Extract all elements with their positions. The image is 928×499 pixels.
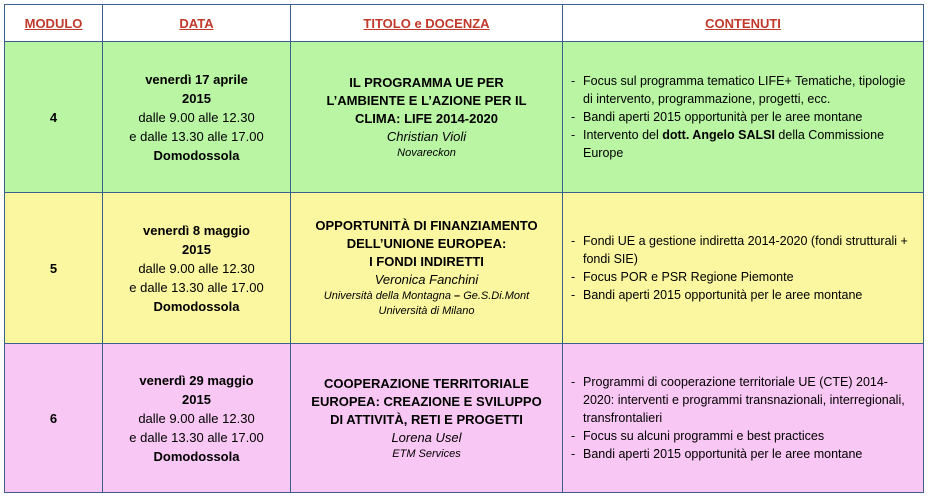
title-line: I FONDI INDIRETTI bbox=[369, 254, 484, 269]
header-data: DATA bbox=[103, 5, 291, 42]
date-day: venerdì 8 maggio bbox=[143, 222, 250, 238]
time-morning: dalle 9.00 alle 12.30 bbox=[138, 109, 255, 125]
title-line: DELL’UNIONE EUROPEA: bbox=[346, 236, 507, 251]
list-item: - Bandi aperti 2015 opportunità per le aree montane bbox=[569, 445, 917, 463]
speaker-name: dott. Angelo SALSI bbox=[662, 128, 775, 142]
teacher-name: Veronica Fanchini bbox=[374, 272, 479, 287]
teacher-affiliation-2: Università di Milano bbox=[378, 305, 475, 317]
title-cell bbox=[291, 344, 563, 493]
header-row bbox=[5, 5, 924, 42]
date-cell bbox=[103, 344, 291, 493]
date-cell bbox=[103, 193, 291, 344]
contents-list bbox=[569, 72, 917, 162]
contents-cell bbox=[563, 193, 924, 344]
module-number: 5 bbox=[5, 193, 103, 344]
title-cell bbox=[291, 42, 563, 193]
list-item: - Fondi UE a gestione indiretta 2014-2020 (fondi strutturali + fondi SIE) bbox=[569, 232, 917, 268]
date-cell bbox=[103, 42, 291, 193]
list-item: - Programmi di cooperazione territoriale UE (CTE) 2014-2020: interventi e programmi transnazionali, interregionali, transfrontalieri bbox=[569, 373, 917, 427]
affiliation-part: Ge.S.Di.Mont bbox=[463, 290, 530, 302]
table-row bbox=[5, 193, 924, 344]
header-titolo: TITOLO e DOCENZA bbox=[291, 5, 563, 42]
item-text: Intervento del bbox=[583, 128, 663, 142]
title-line: CLIMA: LIFE 2014-2020 bbox=[354, 110, 499, 126]
location: Domodossola bbox=[153, 147, 240, 163]
title-line: L’AMBIENTE E L’AZIONE PER IL bbox=[326, 92, 527, 108]
table-row bbox=[5, 344, 924, 493]
teacher-affiliation: Novareckon bbox=[397, 146, 456, 159]
teacher-affiliation: ETM Services bbox=[392, 447, 461, 460]
contents-list bbox=[569, 373, 917, 463]
table-row bbox=[5, 42, 924, 193]
module-number: 4 bbox=[5, 42, 103, 193]
time-morning: dalle 9.00 alle 12.30 bbox=[138, 410, 255, 426]
title-line: DI ATTIVITÀ, RETI E PROGETTI bbox=[330, 411, 523, 427]
teacher-name: Lorena Usel bbox=[391, 429, 462, 445]
date-day: venerdì 17 aprile bbox=[145, 71, 248, 87]
affiliation-part: Università della Montagna bbox=[323, 290, 451, 302]
time-afternoon: e dalle 13.30 alle 17.00 bbox=[129, 429, 264, 445]
contents-cell bbox=[563, 344, 924, 493]
title-line: EUROPEA: CREAZIONE E SVILUPPO bbox=[311, 393, 542, 409]
teacher-affiliation bbox=[291, 289, 562, 304]
time-morning: dalle 9.00 alle 12.30 bbox=[138, 260, 255, 276]
contents-cell bbox=[563, 42, 924, 193]
date-year: 2015 bbox=[182, 90, 211, 106]
title-line: IL PROGRAMMA UE PER bbox=[349, 74, 504, 90]
list-item: - Focus su alcuni programmi e best practices bbox=[569, 427, 917, 445]
date-year: 2015 bbox=[182, 391, 211, 407]
list-item: - Bandi aperti 2015 opportunità per le aree montane bbox=[569, 286, 917, 304]
time-afternoon: e dalle 13.30 alle 17.00 bbox=[129, 279, 264, 295]
date-day: venerdì 29 maggio bbox=[139, 372, 254, 388]
title-line: COOPERAZIONE TERRITORIALE bbox=[324, 375, 529, 391]
contents-list bbox=[569, 232, 917, 304]
title-line: OPPORTUNITÀ DI FINANZIAMENTO bbox=[315, 218, 538, 233]
item-text: della Commissione Europe bbox=[583, 128, 885, 160]
location: Domodossola bbox=[153, 448, 240, 464]
affiliation-separator: – bbox=[450, 290, 464, 302]
list-item: - Focus sul programma tematico LIFE+ Tematiche, tipologie di intervento, programmazione, progetti, ecc. bbox=[569, 72, 917, 108]
location: Domodossola bbox=[153, 298, 240, 314]
list-item: - Bandi aperti 2015 opportunità per le aree montane bbox=[569, 108, 917, 126]
teacher-name: Christian Violi bbox=[386, 128, 467, 144]
header-contenuti: CONTENUTI bbox=[563, 5, 924, 42]
module-number: 6 bbox=[5, 344, 103, 493]
schedule-table bbox=[4, 4, 924, 493]
date-year: 2015 bbox=[182, 241, 211, 257]
header-modulo: MODULO bbox=[5, 5, 103, 42]
time-afternoon: e dalle 13.30 alle 17.00 bbox=[129, 128, 264, 144]
title-cell bbox=[291, 193, 563, 344]
list-item bbox=[569, 126, 917, 162]
list-item: - Focus POR e PSR Regione Piemonte bbox=[569, 268, 917, 286]
